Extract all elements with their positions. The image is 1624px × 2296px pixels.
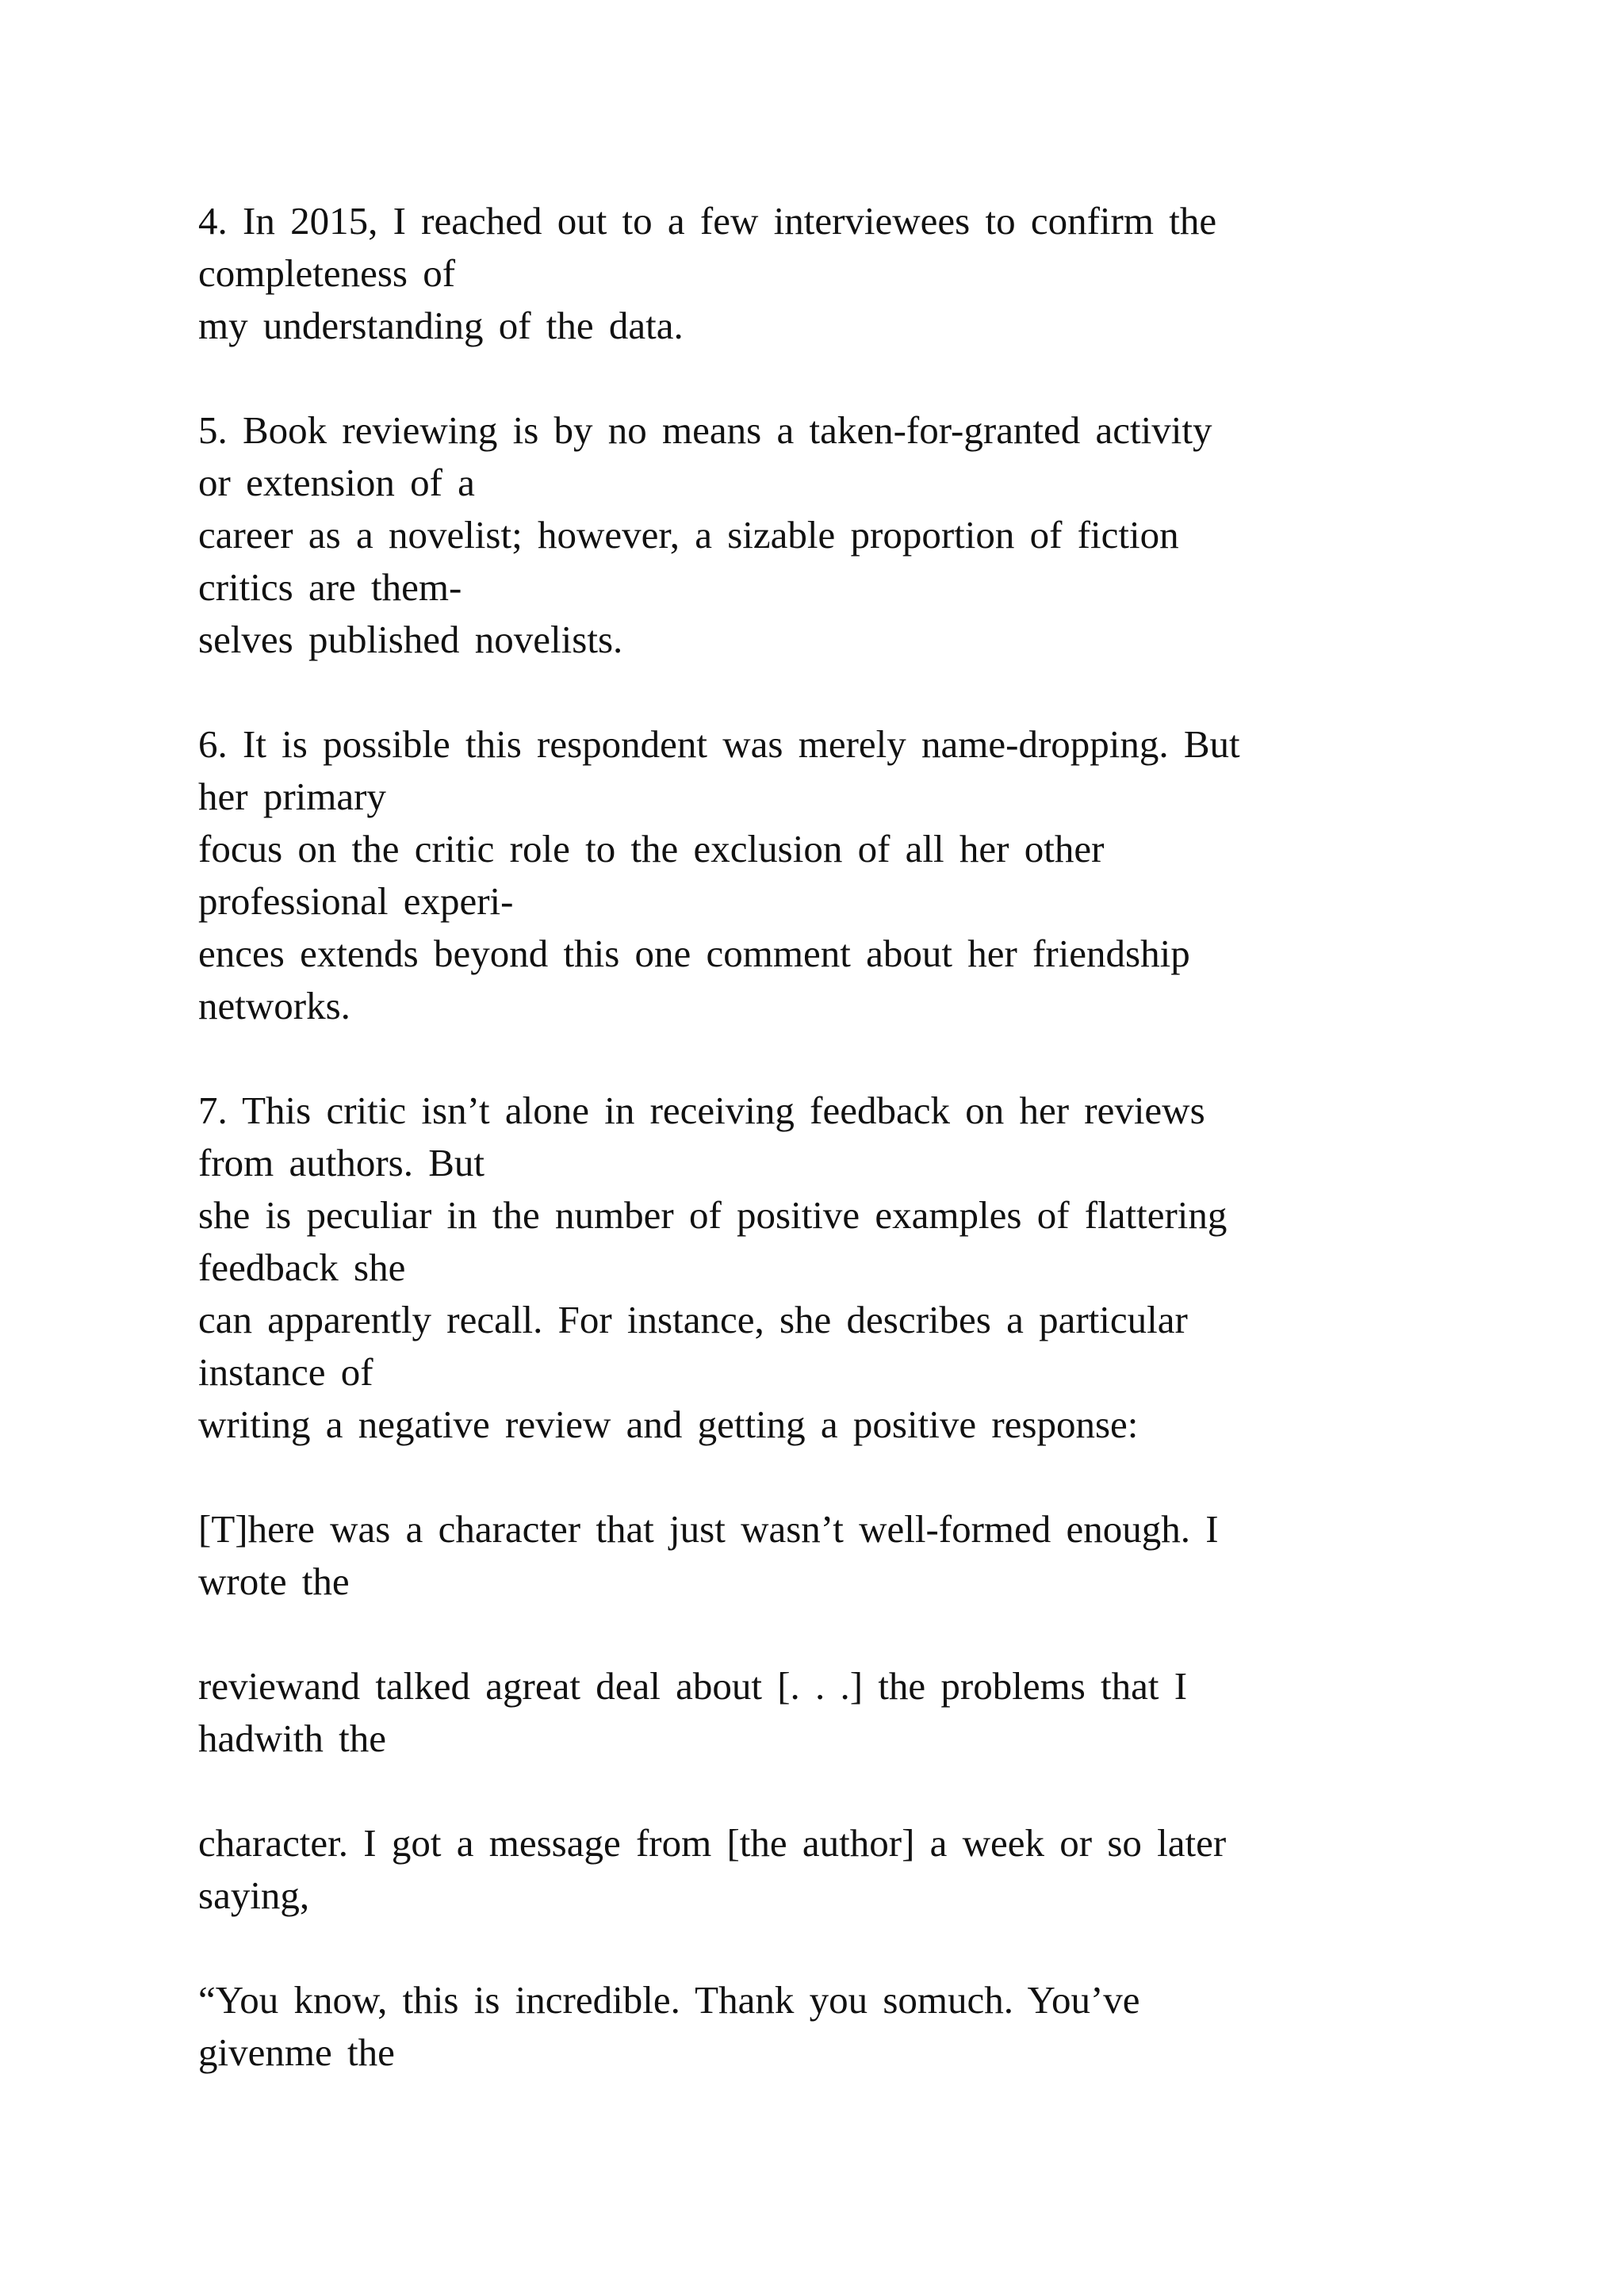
text-line: critics are them- xyxy=(198,565,462,609)
text-line: instance of xyxy=(198,1350,373,1394)
text-line: wrote the xyxy=(198,1559,350,1603)
text-line: networks. xyxy=(198,984,350,1027)
text-line: feedback she xyxy=(198,1246,406,1289)
paragraph-gap xyxy=(198,1765,1467,1817)
text-line: hadwith the xyxy=(198,1716,386,1760)
text-line: writing a negative review and getting a positive response: xyxy=(198,1402,1139,1446)
paragraph-gap xyxy=(198,1451,1467,1503)
text-line: her primary xyxy=(198,775,386,818)
text-line: completeness of xyxy=(198,251,456,295)
paragraph-gap xyxy=(198,666,1467,718)
text-line: my understanding of the data. xyxy=(198,304,684,347)
text-line: givenme the xyxy=(198,2030,395,2074)
text-line: 6. It is possible this respondent was merely name-dropping. But xyxy=(198,722,1240,766)
text-line: 4. In 2015, I reached out to a few interviewees to confirm the xyxy=(198,199,1217,243)
text-line: saying, xyxy=(198,1873,310,1917)
text-line: ences extends beyond this one comment about her friendship xyxy=(198,932,1190,975)
paragraph-gap xyxy=(198,352,1467,404)
text-line: 5. Book reviewing is by no means a taken-for-granted activity xyxy=(198,408,1212,452)
text-line: 7. This critic isn’t alone in receiving feedback on her reviews xyxy=(198,1089,1205,1132)
document-body xyxy=(198,195,1467,2079)
paragraph-gap xyxy=(198,1922,1467,1974)
text-line: career as a novelist; however, a sizable proportion of fiction xyxy=(198,513,1179,557)
text-line: can apparently recall. For instance, she describes a particular xyxy=(198,1298,1188,1341)
text-line: character. I got a message from [the author] a week or so later xyxy=(198,1821,1227,1865)
text-line: focus on the critic role to the exclusion of all her other xyxy=(198,827,1105,871)
paragraph-gap xyxy=(198,1608,1467,1660)
text-line: or extension of a xyxy=(198,461,475,504)
text-line: she is peculiar in the number of positive examples of flattering xyxy=(198,1193,1228,1237)
text-line: [T]here was a character that just wasn’t well-formed enough. I xyxy=(198,1507,1219,1551)
text-line: professional experi- xyxy=(198,879,514,923)
text-line: “You know, this is incredible. Thank you somuch. You’ve xyxy=(198,1978,1140,2022)
text-line: reviewand talked agreat deal about [. . .] the problems that I xyxy=(198,1664,1188,1708)
paragraph-gap xyxy=(198,1032,1467,1085)
text-line: from authors. But xyxy=(198,1141,485,1184)
text-line: selves published novelists. xyxy=(198,618,623,661)
